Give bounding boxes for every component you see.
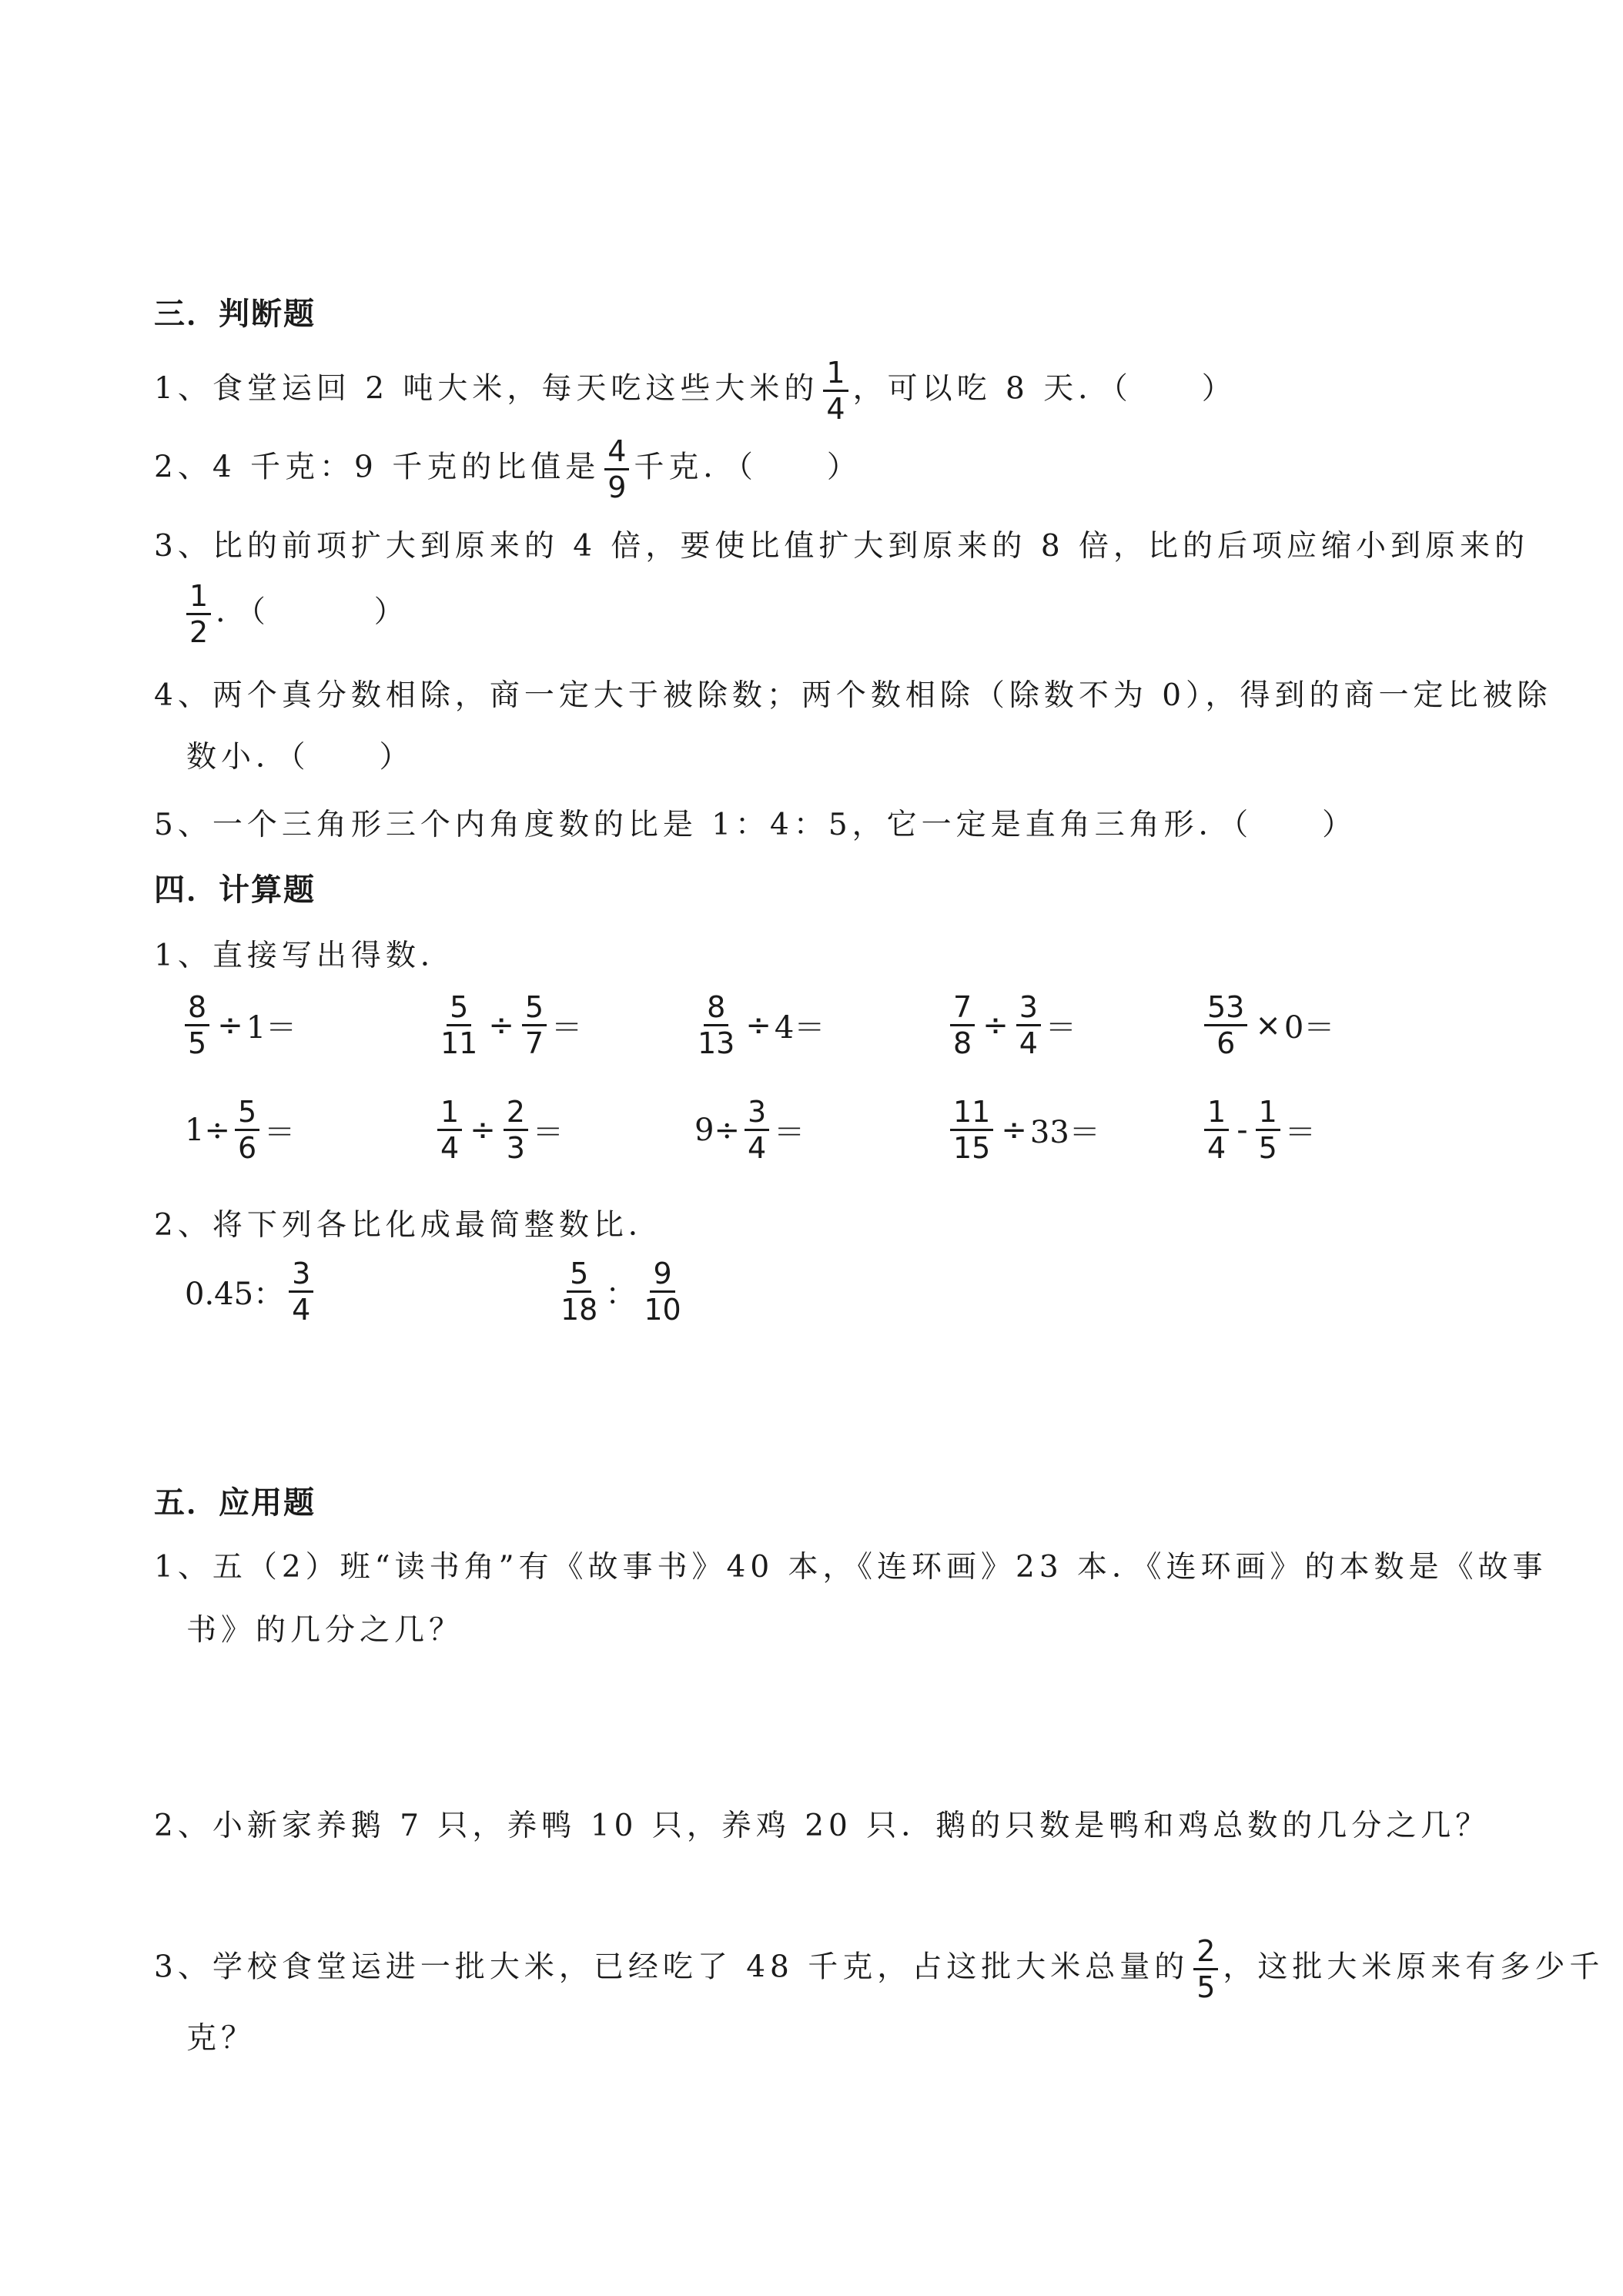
ratio-expr-2: $\frac{5}{18}$ ： $\frac{9}{10}$: [561, 1257, 681, 1327]
calc-expr: 9÷ $\frac{3}{4}$ ＝: [694, 1095, 805, 1165]
app-q3-text-b: ，这批大米原来有多少千: [1223, 1950, 1605, 1985]
judge-question-1: [154, 356, 1236, 426]
app-q3-text-a: 3、学校食堂运进一批大米，已经吃了 48 千克，占这批大米总量的: [154, 1950, 1190, 1985]
judge-question-2: [154, 434, 862, 504]
judge-q3-text-b: ．（ ）: [216, 594, 409, 630]
judge-q2-text-a: 2、4 千克：9 千克的比值是: [154, 450, 601, 485]
calc-expr: $\frac{53}{6}$ × 0＝: [1204, 990, 1334, 1060]
calc-question-1: 1、直接写出得数．: [154, 939, 455, 973]
calc-expr: $\frac{8}{13}$ ÷ 4＝: [698, 990, 825, 1060]
judge-question-3-line-1: 3、比的前项扩大到原来的 4 倍，要使比值扩大到原来的 8 倍，比的后项应缩小到原来的: [154, 529, 1530, 564]
calc-expr: $\frac{1}{4}$ - $\frac{1}{5}$ ＝: [1204, 1095, 1316, 1165]
section-5-title: 五．应用题: [154, 1485, 316, 1521]
section-3-title: 三．判断题: [154, 296, 316, 332]
judge-question-4-line-1: 4、两个真分数相除，商一定大于被除数；两个数相除（除数不为 0），得到的商一定比被除: [154, 678, 1552, 713]
judge-question-5: 5、一个三角形三个内角度数的比是 1：4：5，它一定是直角三角形．（ ）: [154, 808, 1357, 842]
fraction: $\frac{2}{5}$: [1193, 1934, 1218, 2004]
section-4-title: 四．计算题: [154, 872, 316, 908]
calc-expr: $\frac{11}{15}$ ÷ 33＝: [950, 1095, 1100, 1165]
judge-question-4-line-2: 数小．（ ）: [186, 740, 414, 775]
calc-expr: $\frac{1}{4}$ ÷ $\frac{2}{3}$ ＝: [437, 1095, 564, 1165]
app-question-3-line-1: [154, 1934, 1604, 2004]
judge-question-3-line-2: [186, 579, 409, 649]
judge-q2-text-b: 千克．（ ）: [634, 450, 862, 485]
fraction: $\frac{1}{4}$: [823, 356, 848, 426]
app-question-2: 2、小新家养鹅 7 只，养鸭 10 只，养鸡 20 只．鹅的只数是鸭和鸡总数的几分之几？: [154, 1809, 1491, 1843]
calc-expr: $\frac{7}{8}$ ÷ $\frac{3}{4}$ ＝: [950, 990, 1076, 1060]
app-question-1-line-1: 1、五（2）班“读书角”有《故事书》40 本，《连环画》23 本．《连环画》的本数是《故事: [154, 1550, 1548, 1585]
app-question-1-line-2: 书》的几分之几？: [186, 1613, 464, 1648]
fraction: $\frac{4}{9}$: [604, 434, 629, 504]
ratio-expr-1: 0.45： $\frac{3}{4}$: [185, 1257, 318, 1327]
fraction: $\frac{1}{2}$: [186, 579, 211, 649]
calc-expr: $\frac{8}{5}$ ÷ 1＝: [185, 990, 296, 1060]
calc-expr: $\frac{5}{11}$ ÷ $\frac{5}{7}$ ＝: [440, 990, 583, 1060]
judge-q1-text-b: ，可以吃 8 天．（ ）: [852, 371, 1236, 407]
calc-question-2: 2、将下列各比化成最简整数比．: [154, 1208, 663, 1243]
app-question-3-line-2: 克？: [186, 2021, 256, 2056]
calc-expr: 1÷ $\frac{5}{6}$ ＝: [185, 1095, 296, 1165]
judge-q1-text-a: 1、食堂运回 2 吨大米，每天吃这些大米的: [154, 371, 819, 407]
